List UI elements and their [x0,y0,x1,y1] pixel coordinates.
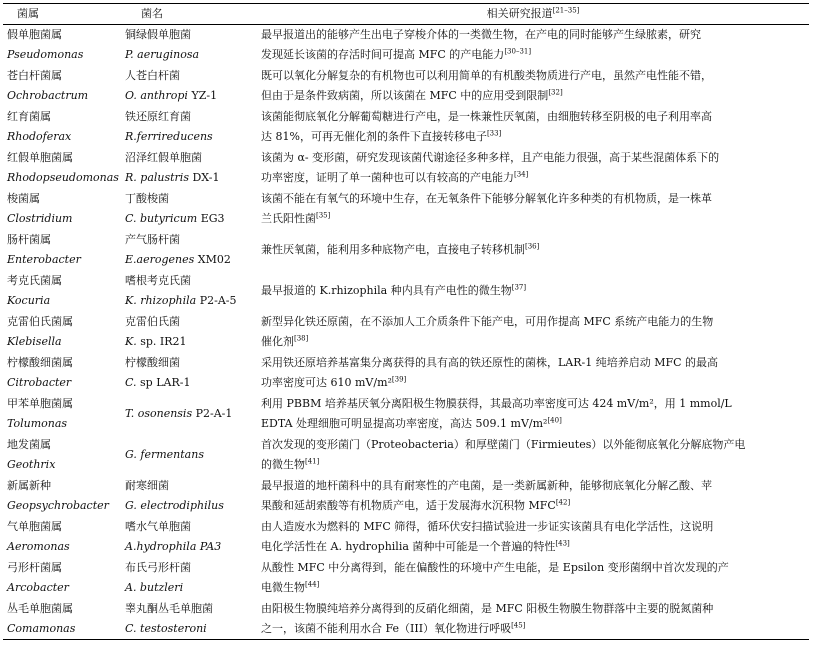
report-line [261,476,805,496]
genus-chinese: 肠杆菌属 [7,233,51,246]
citation-ref: [35] [316,211,331,220]
species-strain: P2-A-5 [199,294,237,307]
citation-ref: [44] [305,580,320,589]
table-container [3,3,809,640]
citation-ref: [37] [511,283,527,292]
table-row [3,599,809,640]
species-latin: O. anthropi [125,89,188,102]
report-line [261,66,805,86]
report-text: 功率密度，证明了单一菌种也可以有较高的产电能力 [261,171,514,184]
species-chinese: 克雷伯氏菌 [125,315,180,328]
species-strain: DX-1 [192,171,220,184]
genus-chinese: 红育菌属 [7,110,51,123]
genus-cell [3,558,121,599]
species-latin-line [125,537,253,557]
report-text: 兼性厌氧菌，能利用多种底物产电，直接电子转移机制 [261,243,525,256]
genus-chinese: 假单胞菌属 [7,28,62,42]
table-row [3,435,809,476]
table-row [3,353,809,394]
species-cell [121,558,257,599]
citation-ref: [45] [511,621,526,630]
report-text: 最早报道的 K.rhizophila 种内具有产电性的微生物 [261,284,512,297]
report-cell [257,271,809,312]
genus-latin: Ochrobactrum [7,89,89,102]
species-chinese: 产气肠杆菌 [125,233,180,246]
report-line [261,45,805,65]
species-latin: P. aeruginosa [125,48,200,62]
citation-ref: [30–31] [504,47,532,56]
report-cell [257,394,809,435]
species-strain: XM02 [197,253,231,266]
report-cell [257,435,809,476]
genus-latin: Kocuria [7,294,51,307]
genus-latin: Arcobacter [7,581,69,594]
species-latin-line [125,578,253,598]
species-latin-line [125,86,253,106]
species-latin: R. palustris [125,171,189,184]
report-text: 从酸性 MFC 中分离得到，能在偏酸性的环境中产生电能，是 Epsilon 变形菌纲中首次发现的产 [261,561,729,574]
table-body [3,25,809,640]
genus-cell [3,517,121,558]
species-latin-line [125,445,253,465]
species-latin-line [125,619,253,639]
species-cell [121,189,257,230]
report-cell [257,476,809,517]
species-cell [121,230,257,271]
report-cell [257,353,809,394]
report-line [261,25,805,45]
report-text: 但由于是条件致病菌，所以该菌在 MFC 中的应用受到限制 [261,89,549,102]
report-text: 之一，该菌不能利用水合 Fe（III）氧化物进行呼吸 [261,621,512,635]
genus-chinese: 红假单胞菌属 [7,151,73,164]
species-cell [121,107,257,148]
genus-latin: Rhodoferax [7,130,72,143]
citation-ref: [32] [548,88,563,97]
report-line [261,107,805,127]
genus-latin: Clostridium [7,212,73,225]
report-line [261,414,805,434]
species-latin: E.aerogenes [125,253,195,266]
report-line [261,312,805,332]
species-latin-line [125,373,253,393]
report-line [261,496,805,516]
report-text: 催化剂 [261,335,294,348]
species-chinese: 铁还原红育菌 [125,110,191,123]
species-latin-line [125,45,253,65]
report-line [261,209,805,229]
report-cell [257,189,809,230]
genus-cell [3,230,121,271]
report-text: 发现延长该菌的存活时间可提高 MFC 的产电能力 [261,48,505,62]
report-text: 兰氏阳性菌 [261,212,316,225]
report-cell [257,558,809,599]
species-cell [121,517,257,558]
species-cell [121,271,257,312]
species-strain: P2-A-1 [195,407,233,420]
report-cell [257,66,809,107]
genus-latin: Tolumonas [7,417,68,430]
genus-cell [3,394,121,435]
table-row [3,189,809,230]
genus-chinese: 气单胞菌属 [7,520,62,533]
genus-latin: Aeromonas [7,540,70,553]
genus-cell [3,353,121,394]
header-species: 菌名 [121,4,257,25]
report-text: 的微生物 [261,458,305,471]
species-latin: C. testosteroni [125,621,207,635]
species-cell [121,476,257,517]
report-text: 电化学活性在 A. hydrophilia 菌种中可能是一个普遍的特性 [261,540,556,553]
table-row [3,394,809,435]
report-text: EDTA 处理细胞可明显提高功率密度，高达 509.1 mV/m² [261,417,548,430]
species-latin-line [125,291,253,311]
citation-ref: [33] [486,129,502,138]
report-text: 达 81%，可再无催化剂的条件下直接转移电子 [261,130,487,143]
genus-latin: Geothrix [7,458,56,471]
electrogenic-bacteria-table [3,3,809,640]
report-line [261,578,805,598]
species-cell [121,599,257,640]
species-latin-line [125,168,253,188]
report-text: 由人造废水为燃料的 MFC 筛得，循环伏安扫描试验进一步证实该菌具有电化学活性，这说明 [261,520,714,533]
report-line [261,394,805,414]
report-text: 功率密度可达 610 mV/m² [261,376,392,389]
species-strain: EG3 [200,212,225,225]
genus-latin: Rhodopseudomonas [7,171,119,184]
species-chinese: 柠檬酸细菌 [125,356,180,369]
species-chinese: 嗜根考克氏菌 [125,274,191,287]
report-line [261,281,805,301]
genus-chinese: 梭菌属 [7,192,40,205]
table-row [3,25,809,66]
genus-cell [3,476,121,517]
species-latin: T. osonensis [125,407,193,420]
table-row [3,517,809,558]
report-line [261,168,805,188]
report-cell [257,230,809,271]
report-line [261,148,805,168]
report-line [261,373,805,393]
report-line [261,353,805,373]
species-chinese: 人苍白杆菌 [125,69,180,82]
species-cell [121,25,257,66]
species-latin: G. fermentans [125,448,204,461]
report-text: 利用 PBBM 培养基厌氧分离阳极生物膜获得，其最高功率密度可达 424 mV/m²，用 1 mmol/L [261,397,732,410]
report-cell [257,312,809,353]
species-chinese: 丁酸梭菌 [125,192,169,205]
report-line [261,127,805,147]
table-row [3,230,809,271]
species-latin: A.hydrophila PA3 [125,540,222,553]
species-cell [121,148,257,189]
report-line [261,455,805,475]
report-line [261,435,805,455]
genus-latin: Geopsychrobacter [7,499,109,512]
table-row [3,476,809,517]
species-strain: sp LAR-1 [140,376,191,389]
header-report-ref: [21–35] [552,6,580,15]
report-line [261,86,805,106]
species-latin-line [125,404,253,424]
report-text: 最早报道的地杆菌科中的具有耐寒性的产电菌，是一类新属新种，能够彻底氧化分解乙酸、苹 [261,479,712,492]
genus-latin: Klebisella [7,335,62,348]
species-chinese: 睾丸酮丛毛单胞菌 [125,601,213,615]
citation-ref: [38] [294,334,309,343]
species-latin: K. [125,335,137,348]
genus-latin: Pseudomonas [7,48,84,62]
report-cell [257,25,809,66]
species-latin-line [125,496,253,516]
species-chinese: 嗜水气单胞菌 [125,520,191,533]
species-cell [121,394,257,435]
report-text: 该菌不能在有氧气的环境中生存，在无氧条件下能够分解氧化许多种类的有机物质，是一株革 [261,192,712,205]
genus-chinese: 苍白杆菌属 [7,69,62,82]
species-latin-line [125,127,253,147]
citation-ref: [42] [555,498,571,507]
header-report-label: 相关研究报道 [486,7,553,20]
report-line [261,332,805,352]
species-latin-line [125,332,253,352]
report-cell [257,517,809,558]
report-cell [257,599,809,640]
report-cell [257,148,809,189]
report-text: 该菌为 α- 变形菌，研究发现该菌代谢途径多种多样，且产电能力很强，高于某些混菌体系下的 [261,151,720,164]
species-strain: sp. IR21 [140,335,187,348]
species-latin: C. [125,376,137,389]
species-latin: K. rhizophila [125,294,197,307]
report-line [261,537,805,557]
species-chinese: 铜绿假单胞菌 [125,28,191,42]
report-text: 由阳极生物膜纯培养分离得到的反硝化细菌，是 MFC 阳极生物膜生物群落中主要的脱氮菌种 [261,601,714,615]
species-cell [121,66,257,107]
table-header-row [3,4,809,25]
species-cell [121,353,257,394]
report-text: 采用铁还原培养基富集分离获得的具有高的铁还原性的菌株，LAR-1 纯培养启动 MFC 的最高 [261,356,719,369]
genus-cell [3,312,121,353]
species-latin: A. butzleri [125,581,184,594]
report-text: 该菌能彻底氧化分解葡萄糖进行产电，是一株兼性厌氧菌，由细胞转移至阴极的电子利用率高 [261,110,712,123]
table-row [3,312,809,353]
report-line [261,558,805,578]
genus-latin: Enterobacter [7,253,81,266]
genus-cell [3,189,121,230]
citation-ref: [34] [514,170,529,179]
genus-chinese: 克雷伯氏菌属 [7,315,73,328]
table-row [3,107,809,148]
report-line [261,619,805,639]
report-line [261,599,805,619]
genus-cell [3,107,121,148]
table-row [3,558,809,599]
species-chinese: 沼泽红假单胞菌 [125,151,202,164]
header-report [257,4,809,25]
report-text: 电微生物 [261,581,305,594]
citation-ref: [40] [547,416,562,425]
species-latin-line [125,209,253,229]
species-chinese: 布氏弓形杆菌 [125,561,191,574]
genus-cell [3,148,121,189]
table-row [3,148,809,189]
species-latin-line [125,250,253,270]
species-latin: C. butyricum [125,212,198,225]
species-latin: R.ferrireducens [125,130,213,143]
genus-chinese: 地发菌属 [7,438,51,451]
species-latin: G. electrodiphilus [125,499,224,512]
genus-chinese: 新属新种 [7,479,51,492]
citation-ref: [39] [391,375,407,384]
report-text: 首次发现的变形菌门（Proteobacteria）和厚壁菌门（Firmieutes）以外能彻底氧化分解底物产电 [261,438,746,451]
species-cell [121,312,257,353]
species-strain: YZ-1 [191,89,218,102]
report-cell [257,107,809,148]
report-text: 既可以氧化分解复杂的有机物也可以利用简单的有机酸类物质进行产电，虽然产电性能不错， [261,69,712,82]
report-line [261,517,805,537]
genus-latin: Comamonas [7,621,76,635]
report-line [261,189,805,209]
citation-ref: [36] [525,242,540,251]
report-line [261,240,805,260]
table-row [3,66,809,107]
genus-cell [3,66,121,107]
report-text: 新型异化铁还原菌，在不添加人工介质条件下能产电，可用作提高 MFC 系统产电能力的生物 [261,315,714,328]
genus-chinese: 考克氏菌属 [7,274,62,287]
species-cell [121,435,257,476]
genus-cell [3,25,121,66]
genus-chinese: 甲苯单胞菌属 [7,397,73,410]
genus-chinese: 柠檬酸细菌属 [7,356,73,369]
report-text: 最早报道出的能够产生出电子穿梭介体的一类微生物，在产电的同时能够产生绿脓素，研究 [261,28,701,42]
genus-chinese: 丛毛单胞菌属 [7,601,73,615]
table-row [3,271,809,312]
genus-chinese: 弓形杆菌属 [7,561,62,574]
genus-cell [3,435,121,476]
report-text: 果酸和延胡索酸等有机物质产电，适于发展海水沉积物 MFC [261,499,556,512]
genus-cell [3,599,121,640]
species-chinese: 耐寒细菌 [125,479,169,492]
header-genus: 菌属 [3,4,121,25]
genus-cell [3,271,121,312]
genus-latin: Citrobacter [7,376,72,389]
citation-ref: [43] [555,539,570,548]
citation-ref: [41] [305,457,320,466]
